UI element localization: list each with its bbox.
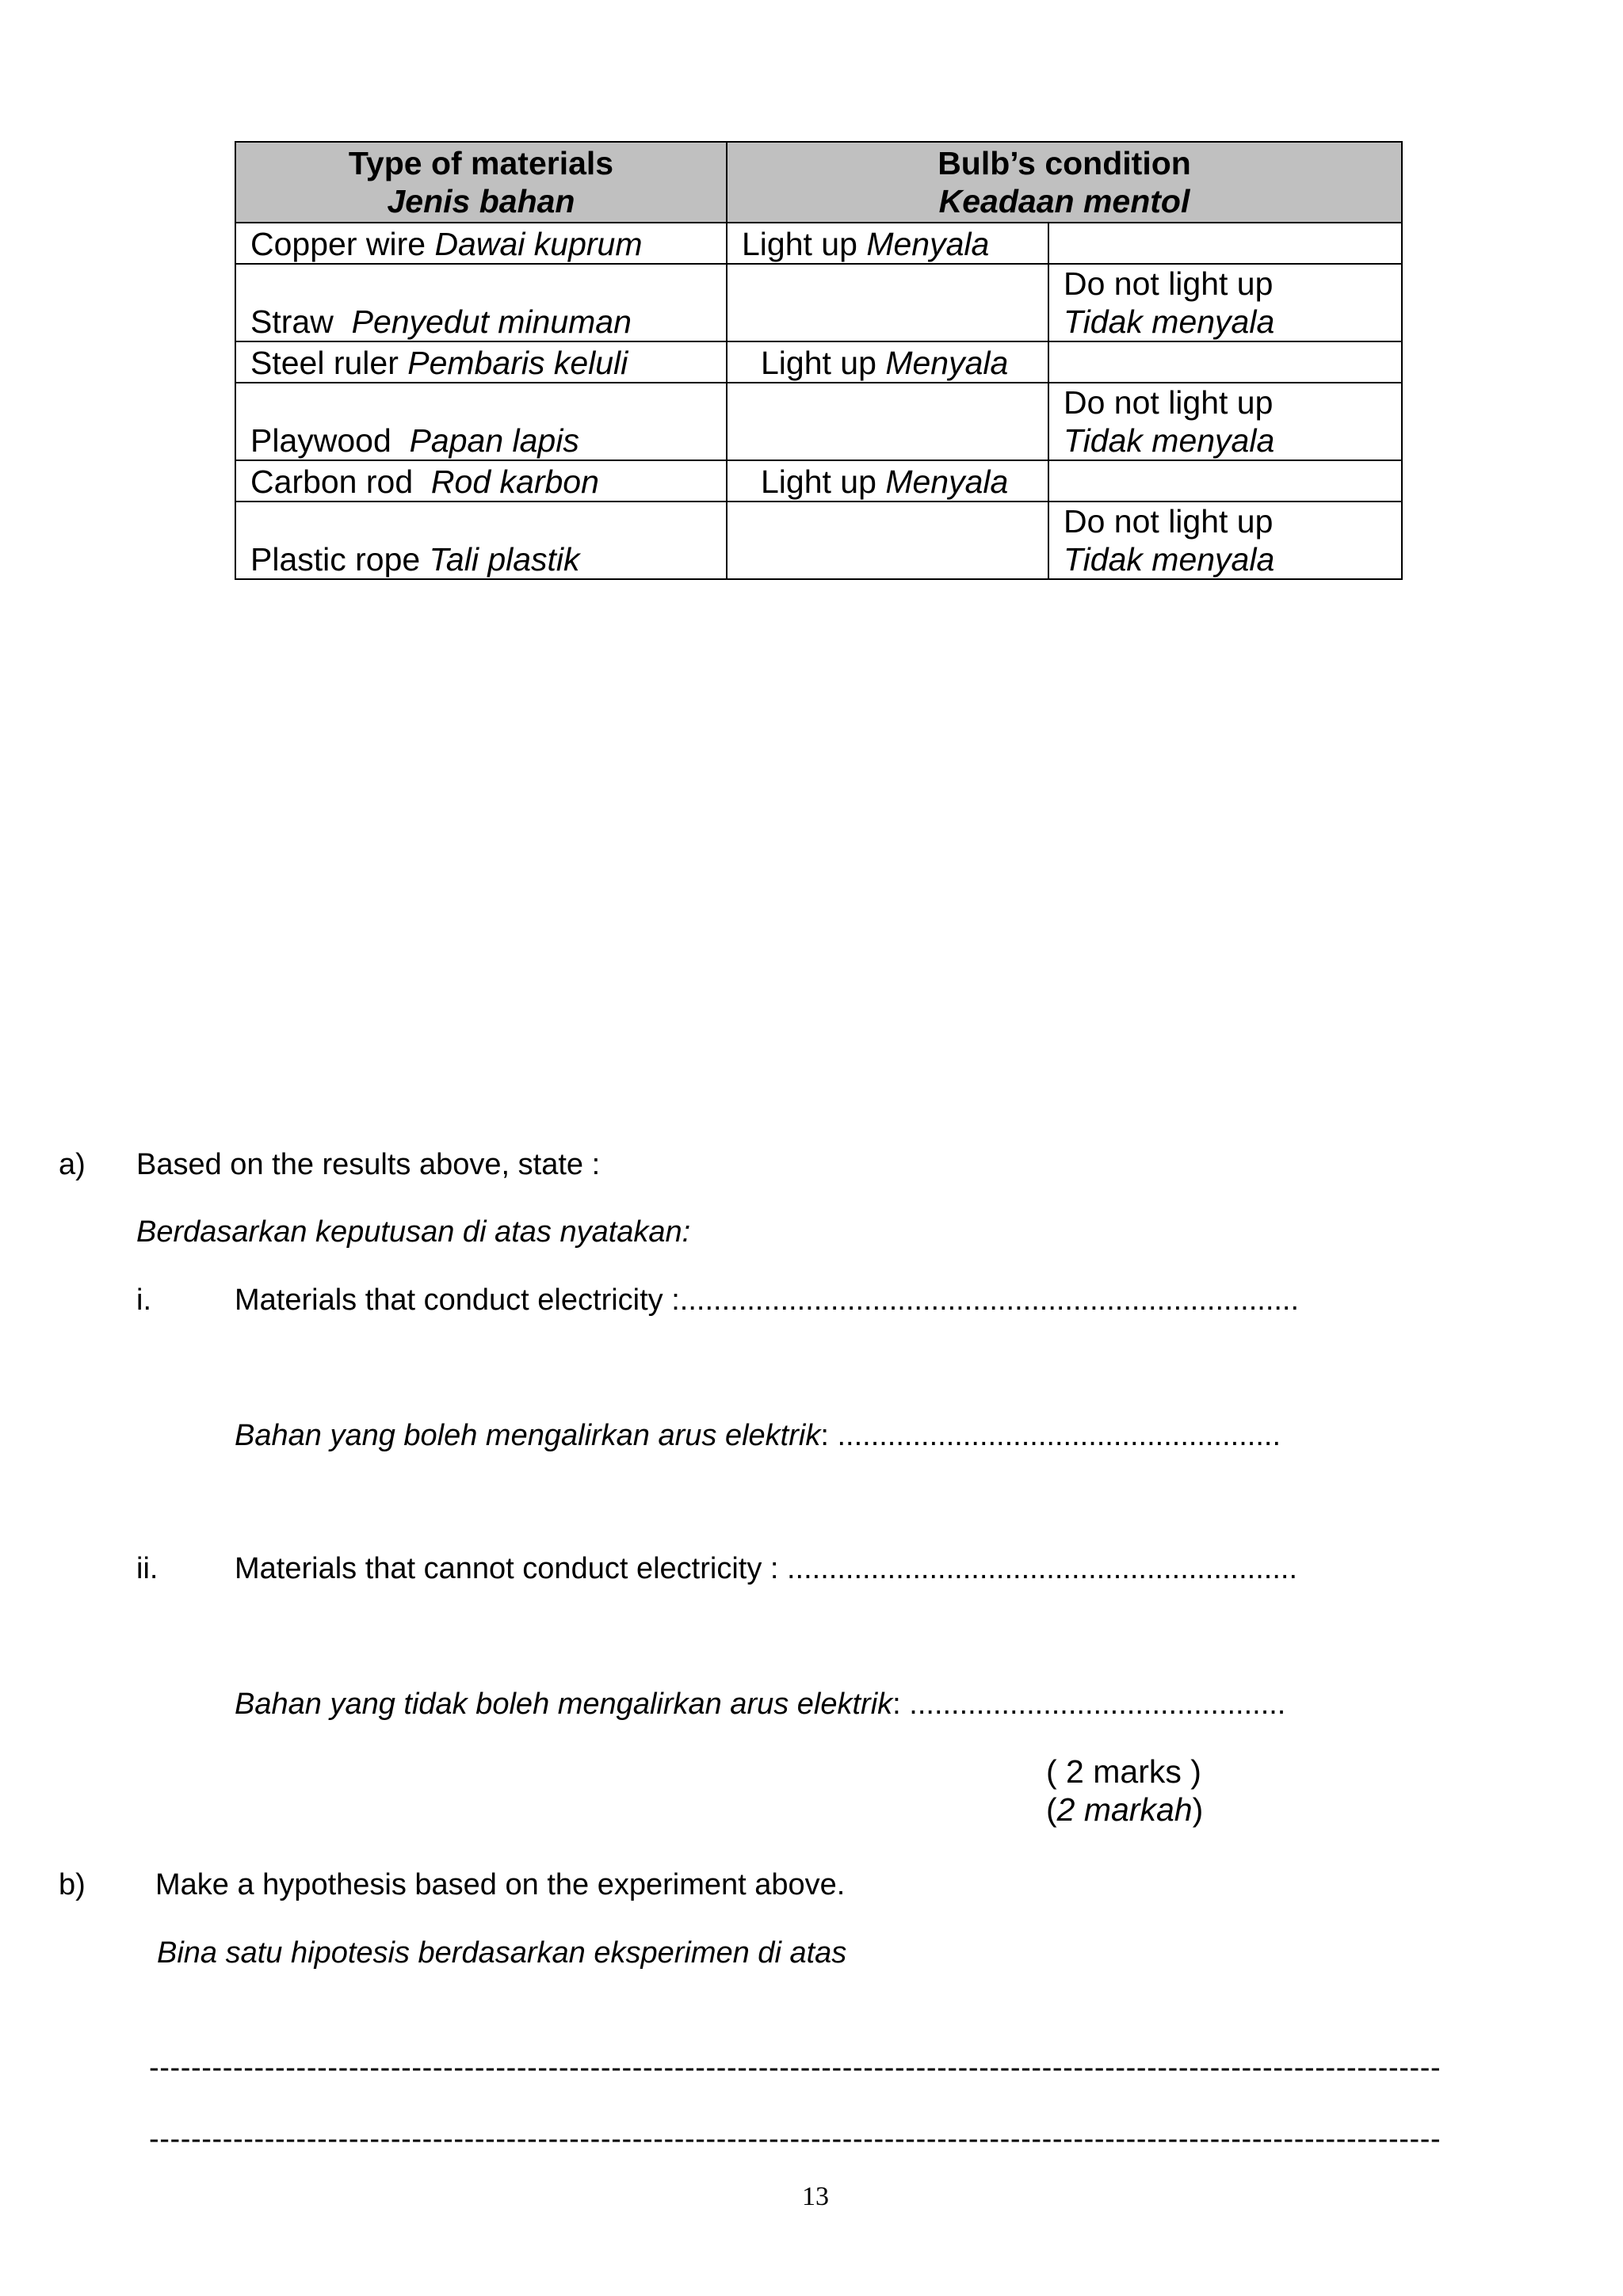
question-b-prompt-ms: Bina satu hipotesis berdasarkan eksperimen di atas xyxy=(157,1936,847,1970)
lights-up-cell: Light up Menyala xyxy=(727,341,1048,383)
table-header-row xyxy=(235,142,1402,223)
question-a-prompt-en: Based on the results above, state : xyxy=(136,1148,601,1181)
question-a-ii-label: ii. xyxy=(136,1552,158,1585)
material-cell: Plastic rope Tali plastik xyxy=(235,502,727,579)
lights-up-cell xyxy=(727,383,1048,460)
lights-up-cell: Light up Menyala xyxy=(727,460,1048,502)
no-light-cell xyxy=(1048,460,1402,502)
table-row xyxy=(235,460,1402,502)
material-cell: Playwood Papan lapis xyxy=(235,383,727,460)
marks-en: ( 2 marks ) xyxy=(1046,1753,1201,1790)
material-cell: Steel ruler Pembaris keluli xyxy=(235,341,727,383)
question-a-prompt-ms: Berdasarkan keputusan di atas nyatakan: xyxy=(136,1215,691,1249)
no-light-cell: Do not light up Tidak menyala xyxy=(1048,264,1402,341)
lights-up-cell: Light up Menyala xyxy=(727,223,1048,264)
material-cell: Straw Penyedut minuman xyxy=(235,264,727,341)
question-a-label: a) xyxy=(59,1148,86,1181)
table-row xyxy=(235,264,1402,341)
no-light-cell: Do not light up Tidak menyala xyxy=(1048,502,1402,579)
no-light-cell: Do not light up Tidak menyala xyxy=(1048,383,1402,460)
page-number: 13 xyxy=(802,2182,829,2211)
header-condition: Bulb’s condition Keadaan mentol xyxy=(727,142,1402,223)
answer-line-2: --------------------------------------------------------------------------------------------------------------------------- xyxy=(149,2122,1442,2156)
table-row xyxy=(235,223,1402,264)
question-a-i-text-ms: Bahan yang boleh mengalirkan arus elektrik: ..................................................... xyxy=(235,1419,1281,1452)
question-a-i-text-en: Materials that conduct electricity :.......................................................................... xyxy=(235,1283,1300,1317)
material-cell: Carbon rod Rod karbon xyxy=(235,460,727,502)
table-row xyxy=(235,502,1402,579)
lights-up-cell xyxy=(727,264,1048,341)
no-light-cell xyxy=(1048,223,1402,264)
no-light-cell xyxy=(1048,341,1402,383)
table-row xyxy=(235,341,1402,383)
header-material: Type of materials Jenis bahan xyxy=(235,142,727,223)
answer-line-1: --------------------------------------------------------------------------------------------------------------------------- xyxy=(149,2051,1442,2084)
question-a-ii-text-ms: Bahan yang tidak boleh mengalirkan arus elektrik: ............................................. xyxy=(235,1688,1286,1721)
material-cell: Copper wire Dawai kuprum xyxy=(235,223,727,264)
question-a-i-label: i. xyxy=(136,1283,151,1317)
question-a-ii-text-en: Materials that cannot conduct electricity : ............................................................. xyxy=(235,1552,1298,1585)
question-b-label: b) xyxy=(59,1868,86,1901)
results-table xyxy=(235,141,1403,580)
table-row xyxy=(235,383,1402,460)
question-b-prompt-en: Make a hypothesis based on the experiment above. xyxy=(155,1868,846,1901)
marks-ms: (2 markah) xyxy=(1046,1791,1204,1828)
lights-up-cell xyxy=(727,502,1048,579)
